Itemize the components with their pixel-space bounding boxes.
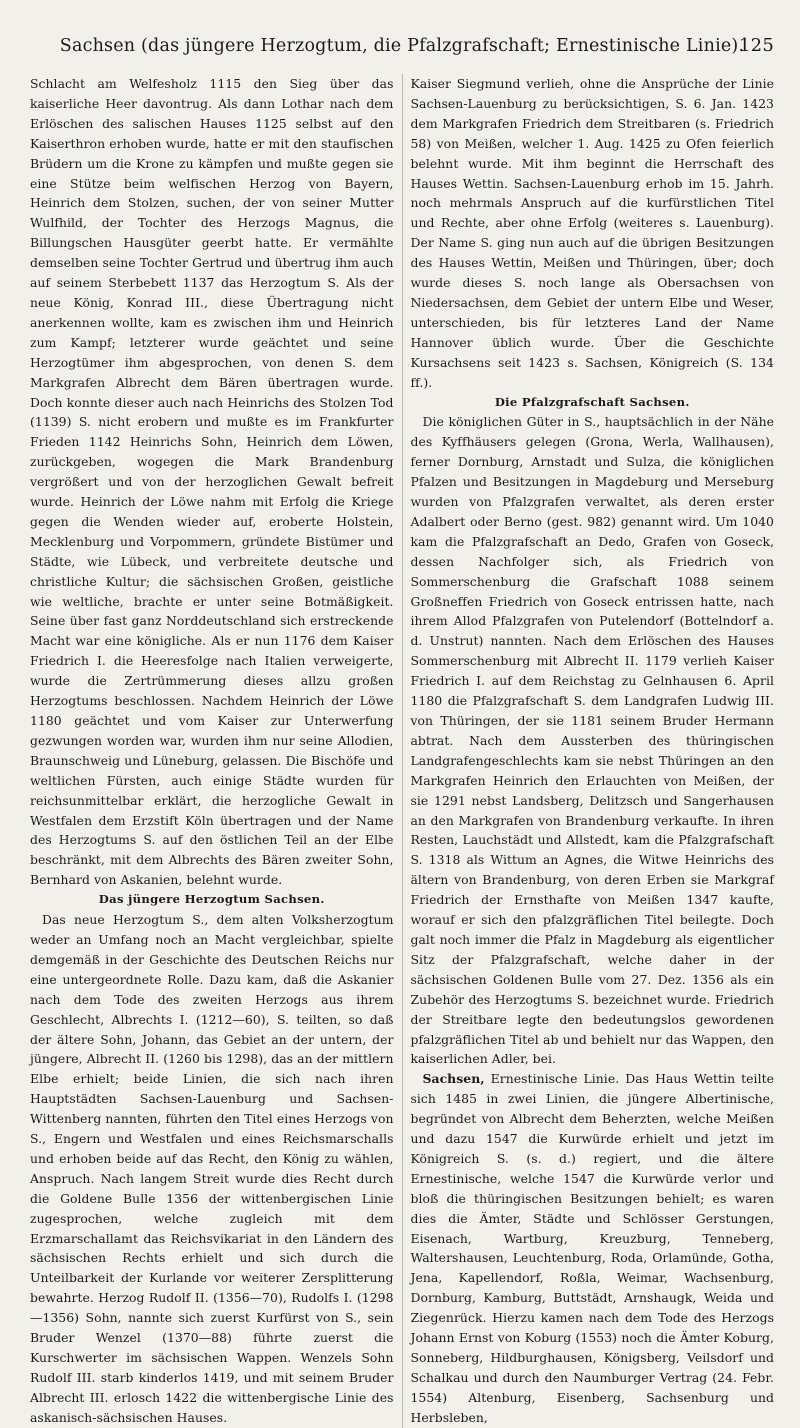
page-number: 125	[739, 35, 774, 56]
left-column	[30, 74, 394, 1428]
running-head	[30, 34, 774, 64]
entry-text-ernestine: Ernestinische Linie. Das Haus Wettin teilte sich 1485 in zwei Linien, die jüngere Albertinische, begründet von Albrecht dem Beherzten, welche Meißen und dazu 1547 die Kurwürde erhielt und jetzt im Königreich S. (s. d.) regiert, und die ältere Ernestinische, welche 1547 die Kurwürde verlor und bloß die thüringischen Besitzungen behielt; es waren dies die Ämter, Städte und Schlösser Gerstungen, Eisenach, Wartburg, Kreuzburg, Tenneberg, Waltershausen, Leuchtenburg, Roda, Orlamünde, Gotha, Jena, Kapellendorf, Roßla, Weimar, Wachsenburg, Dornburg, Kamburg, Buttstädt, Arnshaugk, Weida und Ziegenrück. Hierzu kamen nach dem Tode des Herzogs Johann Ernst von Koburg (1553) noch die Ämter Koburg, Sonneberg, Hildburghausen, Königsberg, Veilsdorf und Schalkau und durch den Naumburger Vertrag (24. Febr. 1554) Altenburg, Eisenberg, Sachsenburg und Herbsleben,	[410, 1071, 774, 1425]
column-divider	[402, 74, 403, 1428]
page-header-title: Sachsen (das jüngere Herzogtum, die Pfalzgrafschaft; Ernestinische Linie).	[59, 36, 745, 56]
entry-lemma: Sachsen,	[422, 1071, 485, 1087]
section-heading-palatinate: Die Pfalzgrafschaft Sachsen.	[494, 394, 690, 409]
section-heading-younger-duchy: Das jüngere Herzogtum Sachsen.	[98, 892, 325, 907]
paragraph-younger-duchy: Das neue Herzogtum S., dem alten Volksherzogtum weder an Umfang noch an Macht vergleichbar, spielte demgemäß in der Geschichte des Deutschen Reichs nur eine untergeordnete Rolle. Dazu kam, daß die Askanier nach dem Tode des zweiten Herzogs aus ihrem Geschlecht, Albrechts I. (1212—60), S. teilten, so daß der ältere Sohn, Johann, das Gebiet an der untern, der jüngere, Albrecht II. (1260 bis 1298), das an der mittlern Elbe erhielt; beide Linien, die sich nach ihren Hauptstädten Sachsen-Lauenburg und Sachsen-Wittenberg nannten, führten den Titel eines Herzogs von S., Engern und Westfalen und eines Reichsmarschalls und erhoben beide auf das Recht, den König zu wählen, Anspruch. Nach langem Streit wurde dies Recht durch die Goldene Bulle 1356 der wittenbergischen Linie zugesprochen, welche zugleich mit dem Erzmarschallamt das Reichsvikariat in den Ländern des sächsischen Rechts erhielt und sich durch die Unteilbarkeit der Kurlande vor weiterer Zersplitterung bewahrte. Herzog Rudolf II. (1356—70), Rudolfs I. (1298—1356) Sohn, nannte sich zuerst Kurfürst von S., sein Bruder Wenzel (1370—88) führte zuerst die Kurschwerter im sächsischen Wappen. Wenzels Sohn Rudolf III. starb kinderlos 1419, und mit seinem Bruder Albrecht III. erlosch 1422 die wittenbergische Linie des askanisch-sächsischen Hauses.	[30, 912, 394, 1425]
text-columns	[30, 74, 774, 1428]
paragraph-old-duchy-history: Schlacht am Welfesholz 1115 den Sieg über das kaiserliche Heer davontrug. Als dann Lothar nach dem Erlöschen des salischen Hauses 1125 selbst auf den Kaiserthron erhoben wurde, hatte er mit den staufischen Brüdern um die Krone zu kämpfen und mußte gegen sie eine Stütze beim welfischen Herzog von Bayern, Heinrich dem Stolzen, suchen, der von seiner Mutter Wulfhild, der Tochter des Herzogs Magnus, die Billungschen Hausgüter geerbt hatte. Er vermählte demselben seine Tochter Gertrud und übertrug ihm auch auf seinem Sterbebett 1137 das Herzogtum S. Als der neue König, Konrad III., diese Übertragung nicht anerkennen wollte, kam es zwischen ihm und Heinrich zum Kampf; letzterer wurde geächtet und seine Herzogtümer ihm abgesprochen, von denen S. dem Markgrafen Albrecht dem Bären übertragen wurde. Doch konnte dieser auch nach Heinrichs des Stolzen Tod (1139) S. nicht erobern und mußte es im Frankfurter Frieden 1142 Heinrichs Sohn, Heinrich dem Löwen, zurückgeben, wogegen die Mark Brandenburg vergrößert und von der herzoglichen Gewalt befreit wurde. Heinrich der Löwe nahm mit Erfolg die Kriege gegen die Wenden wieder auf, eroberte Holstein, Mecklenburg und Vorpommern, gründete Bistümer und Städte, wie Lübeck, und verbreitete deutsche und christliche Kultur; die sächsischen Großen, geistliche wie weltliche, brachte er unter seine Botmäßigkeit. Seine über fast ganz Norddeutschland sich erstreckende Macht war eine königliche. Als er nun 1176 dem Kaiser Friedrich I. die Heeresfolge nach Italien verweigerte, wurde die Zertrümmerung dieses allzu großen Herzogtums beschlossen. Nachdem Heinrich der Löwe 1180 geächtet und vom Kaiser zur Unterwerfung gezwungen worden war, wurden ihm nur seine Allodien, Braunschweig und Lüneburg, gelassen. Die Bischöfe und weltlichen Fürsten, auch einige Städte wurden für reichsunmittelbar erklärt, die herzogliche Gewalt in Westfalen dem Erzstift Köln übertragen und der Name des Herzogtums S. auf den östlichen Teil an der Elbe beschränkt, mit dem Albrechts des Bären zweiter Sohn, Bernhard von Askanien, belehnt wurde.	[30, 76, 394, 888]
paragraph-wettin-succession: Kaiser Siegmund verlieh, ohne die Ansprüche der Linie Sachsen-Lauenburg zu berücksichtigen, S. 6. Jan. 1423 dem Markgrafen Friedrich dem Streitbaren (s. Friedrich 58) von Meißen, welcher 1. Aug. 1425 zu Ofen feierlich belehnt wurde. Mit ihm beginnt die Herrschaft des Hauses Wettin. Sachsen-Lauenburg erhob im 15. Jahrh. noch mehrmals Anspruch auf die kurfürstlichen Titel und Rechte, aber ohne Erfolg (weiteres s. Lauenburg). Der Name S. ging nun auch auf die übrigen Besitzungen des Hauses Wettin, Meißen und Thüringen, über; doch wurde dieses S. noch lange als Obersachsen von Niedersachsen, dem Gebiet der untern Elbe und Weser, unterschieden, bis für letzteres Land der Name Hannover üblich wurde. Über die Geschichte Kursachsens seit 1423 s. Sachsen, Königreich (S. 134 ff.).	[410, 76, 774, 390]
paragraph-ernestine-line	[411, 1069, 775, 1427]
right-column	[411, 74, 775, 1428]
paragraph-palatinate: Die königlichen Güter in S., hauptsächlich in der Nähe des Kyffhäusers gelegen (Grona, Werla, Wallhausen), ferner Dornburg, Arnstadt und Sulza, die königlichen Pfalzen und Besitzungen in Magdeburg und Merseburg wurden von Pfalzgrafen verwaltet, als deren erster Adalbert oder Berno (gest. 982) genannt wird. Um 1040 kam die Pfalzgrafschaft an Dedo, Grafen von Goseck, dessen Nachfolger sich, als Friedrich von Sommerschenburg die Grafschaft 1088 seinem Großneffen Friedrich von Goseck entrissen hatte, nach ihrem Allod Pfalzgrafen von Putelendorf (Bottelndorf a. d. Unstrut) nannten. Nach dem Erlöschen des Hauses Sommerschenburg mit Albrecht II. 1179 verlieh Kaiser Friedrich I. auf dem Reichstag zu Gelnhausen 6. April 1180 die Pfalzgrafschaft S. dem Landgrafen Ludwig III. von Thüringen, der sie 1181 seinem Bruder Hermann abtrat. Nach dem Aussterben des thüringischen Landgrafengeschlechts kam sie nebst Thüringen an den Markgrafen Heinrich den Erlauchten von Meißen, der sie 1291 nebst Landsberg, Delitzsch und Sangerhausen an den Markgrafen von Brandenburg verkaufte. In ihren Resten, Lauchstädt und Allstedt, kam die Pfalzgrafschaft S. 1318 als Wittum an Agnes, die Witwe Heinrichs des ältern von Brandenburg, von deren Erben sie Markgraf Friedrich der Ernsthafte von Meißen 1347 kaufte, worauf er sich den pfalzgräflichen Titel beilegte. Doch galt noch immer die Pfalz in Magdeburg als eigentlicher Sitz der Pfalzgrafschaft, welche daher in der sächsischen Goldenen Bulle vom 27. Dez. 1356 als ein Zubehör des Herzogtums S. bezeichnet wurde. Friedrich der Streitbare legte den bedeutungslos gewordenen pfalzgräflichen Titel ab und behielt nur das Wappen, den kaiserlichen Adler, bei.	[410, 414, 774, 1067]
